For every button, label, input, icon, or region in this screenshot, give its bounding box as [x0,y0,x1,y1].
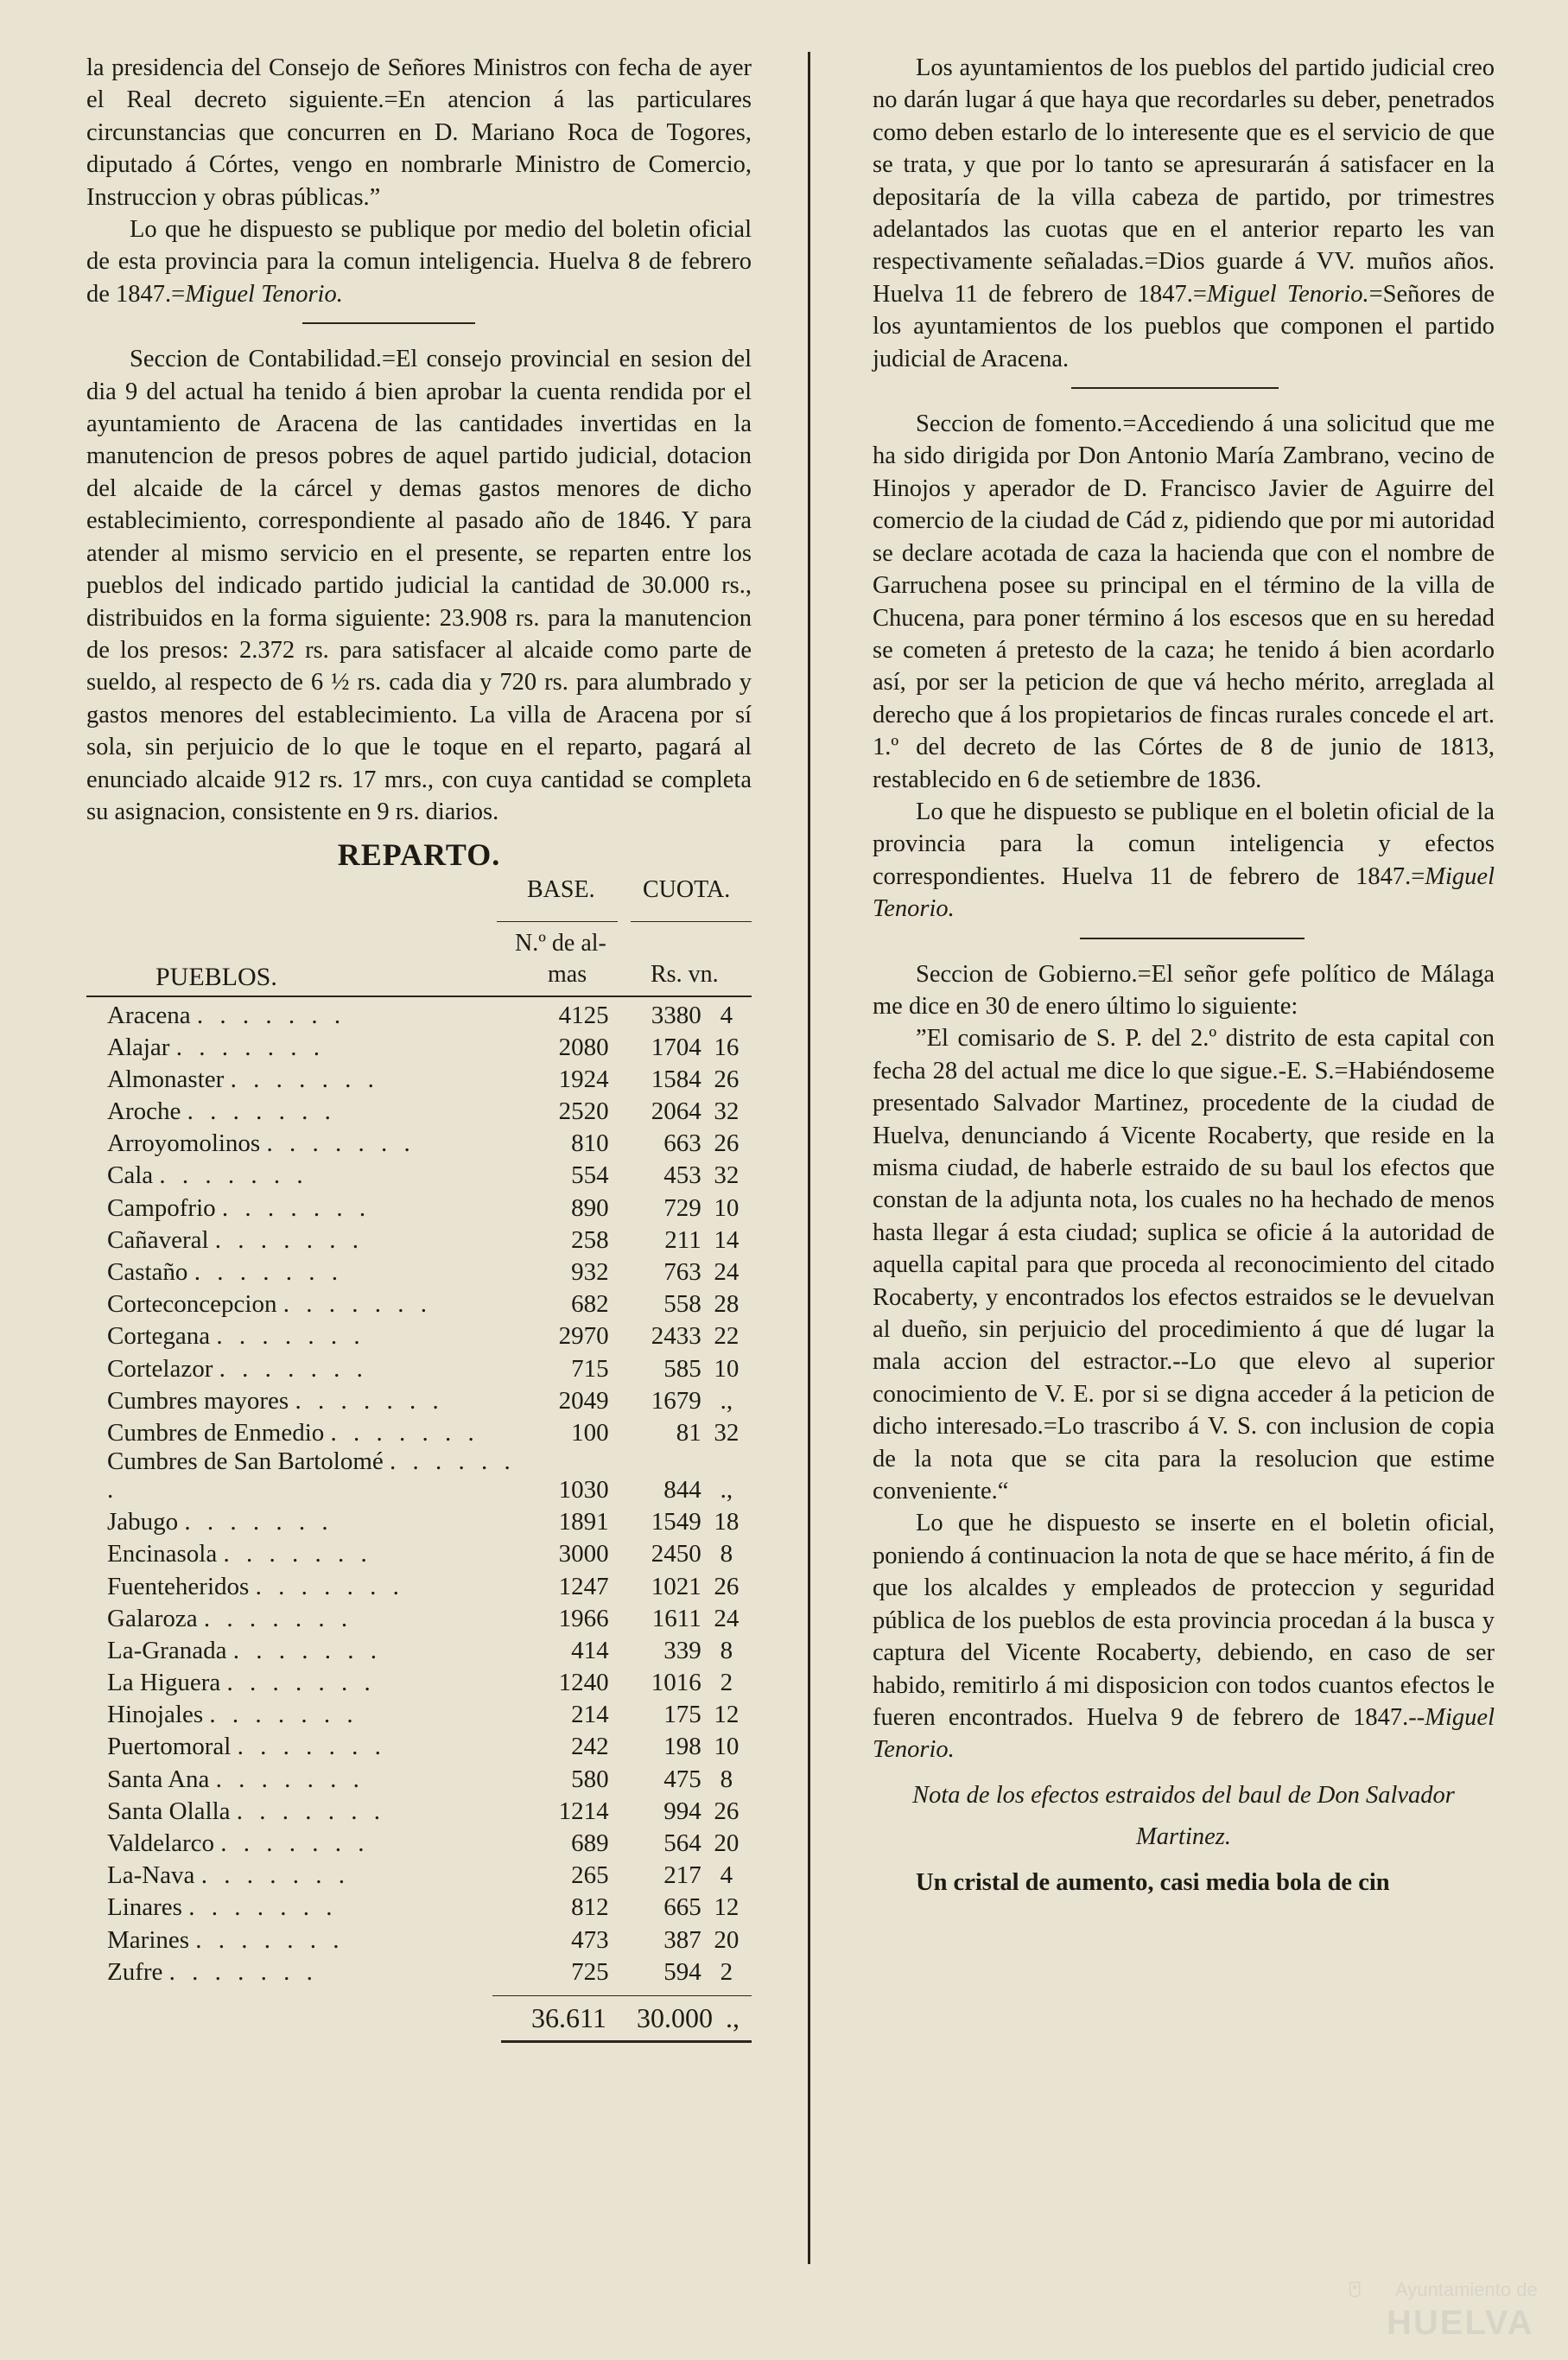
base-cell: 580 [571,1765,609,1793]
base-cell: 682 [571,1290,609,1319]
total-rs: 30.000 [637,2001,713,2033]
mrs-cell: 26 [714,1572,740,1600]
table-row [86,1415,752,1447]
fomento-publication-text: Lo que he dispuesto se publique en el boletin oficial de la provincia para la comun inteligencia y efectos correspondientes. Huelva 11 de febrero de 1847.= [873,798,1495,890]
separator [302,322,475,324]
table-row [86,1094,752,1126]
base-cell: 890 [571,1193,609,1222]
mrs-cell: 26 [714,1797,740,1825]
pueblo-name: Encinasola . . . . . . . [107,1540,372,1568]
table-row [86,1633,752,1665]
header-rule [86,996,752,997]
pueblo-name: Aroche . . . . . . . [107,1097,336,1126]
mrs-cell: 32 [714,1097,740,1126]
mrs-cell: 8 [720,1636,733,1664]
table-row [86,1729,752,1761]
rs-cell: 2433 [651,1322,701,1351]
column-rule [808,52,810,2264]
mrs-cell: 18 [714,1508,740,1536]
pueblo-name: Alajar . . . . . . . [107,1033,325,1061]
mrs-cell: 16 [714,1033,740,1061]
separator [1080,938,1305,939]
pueblo-name: Santa Ana . . . . . . . [107,1765,365,1793]
total-mrs: ., [726,2001,740,2033]
rs-cell: 1679 [651,1386,701,1415]
rs-cell: 665 [663,1893,701,1922]
paragraph-nota-start: Un cristal de aumento, casi media bola de cin [916,1868,1390,1896]
pueblo-name: Valdelarco . . . . . . . [107,1829,370,1858]
mrs-cell: 24 [714,1258,740,1287]
pueblo-name: Cala . . . . . . . [107,1161,308,1190]
mrs-cell: 10 [714,1193,740,1222]
rs-cell: 663 [663,1129,701,1158]
mrs-cell: 4 [720,1001,733,1029]
pueblo-name: Cañaveral . . . . . . . [107,1225,365,1254]
rs-cell: 175 [663,1701,701,1729]
signature: Miguel Tenorio. [1206,280,1369,308]
mrs-cell: 12 [714,1893,740,1922]
base-cell: 100 [571,1418,609,1447]
base-label: BASE. [527,876,595,904]
table-row [86,1536,752,1568]
rs-cell: 1021 [651,1572,701,1600]
pueblo-name: Cortelazor . . . . . . . [107,1354,368,1383]
paragraph-gobierno-publication [873,1507,1495,1765]
ayuntamientos-closing: =Señores de los ayuntamientos de los pueblos que componen el partido judicial de Aracena. [873,280,1495,372]
mrs-cell: 20 [714,1925,740,1954]
table-row [86,1858,752,1890]
mrs-cell: 8 [720,1540,733,1568]
rs-label: Rs. vn. [651,961,719,989]
pueblo-name: Galaroza . . . . . . . [107,1604,353,1632]
base-cell: 2520 [558,1097,609,1126]
cuota-label: CUOTA. [643,876,731,904]
base-cell: 932 [571,1258,609,1287]
rs-cell: 844 [663,1475,701,1504]
base-cell: 1891 [558,1508,609,1536]
mrs-cell: 32 [714,1418,740,1447]
mrs-cell: 10 [714,1354,740,1383]
rs-cell: 2064 [651,1097,701,1126]
base-cell: 812 [571,1893,609,1922]
mrs-cell: 4 [720,1861,733,1890]
rs-cell: 1584 [651,1065,701,1093]
table-row [86,1287,752,1319]
rs-cell: 475 [663,1765,701,1793]
mrs-cell: ., [720,1475,733,1504]
table-row [86,1826,752,1858]
rs-cell: 339 [663,1636,701,1664]
paragraph-contabilidad: Seccion de Contabilidad.=El consejo provincial en sesion del dia 9 del actual ha tenido á bien aprobar la cuenta rendida por el ayuntamiento de Aracena de las cantidades invertidas en la manutencion de presos pobres de aquel partido judicial, dotacion del alcaide de la cárcel y demas gastos menores de dicho establecimiento, correspondiente al pasado año de 1846. Y para atender al mismo servicio en el presente, se reparten entre los pueblos del indicado partido judicial la cantidad de 30.000 rs., distribuidos en la forma siguiente: 23.908 rs. para la manutencion de los presos: 2.372 rs. para satisfacer al alcaide como parte de sueldo, al respecto de 6 ½ rs. cada dia y 720 rs. para alumbrado y gastos menores del establecimiento. La villa de Aracena por sí sola, sin perjuicio de lo que le toque en el reparto, pagará al enunciado alcaide 912 rs. 17 mrs., con cuya cantidad se completa su asignacion, consistente en 9 rs. diarios. [86,346,752,825]
pueblo-name: Hinojales . . . . . . . [107,1701,359,1729]
rs-cell: 594 [663,1957,701,1986]
watermark-sub: Ayuntamiento de [1395,2279,1538,2300]
gobierno-publication-text: Lo que he dispuesto se inserte en el boletin oficial, poniendo á continuacion la nota de que se hace mérito, á fin de que los alcaldes y empleados de proteccion y seguridad pública de los pueblos de esta provincia procedan á la busca y captura del Vicente Rocaberty, debiendo, en caso de ser habido, remitirlo á mi disposicion con todos cuantos efectos le fueren encontrados. Huelva 9 de febrero de 1847.-- [873,1510,1495,1731]
pueblo-name: Marines . . . . . . . [107,1925,345,1954]
table-row [86,1126,752,1158]
base-cell: 258 [571,1225,609,1254]
left-column [86,52,752,2047]
base-cell: 715 [571,1354,609,1383]
table-row [86,1665,752,1697]
base-cell: 473 [571,1925,609,1954]
base-cell: 1214 [558,1797,609,1825]
paragraph-ayuntamientos [873,52,1495,375]
header-line [497,921,618,922]
rs-cell: 81 [676,1418,701,1447]
mrs-cell: 12 [714,1701,740,1729]
rs-cell: 211 [664,1225,701,1254]
base-cell: 4125 [558,1001,609,1029]
pueblo-name: Castaño . . . . . . . [107,1258,343,1287]
table-row [86,1190,752,1222]
mrs-cell: 8 [720,1765,733,1793]
table-row [86,1319,752,1351]
base-cell: 2049 [558,1386,609,1415]
table-row [86,1447,752,1504]
rs-cell: 1549 [651,1508,701,1536]
pueblo-name: La Higuera . . . . . . . [107,1669,376,1697]
separator [1071,387,1279,389]
mrs-cell: ., [720,1386,733,1415]
reparto-header [86,876,752,997]
base-cell: 242 [571,1733,609,1761]
rs-cell: 1611 [651,1604,701,1632]
total-double-line [501,2040,752,2043]
mrs-cell: 20 [714,1829,740,1858]
rs-cell: 994 [663,1797,701,1825]
table-row [86,1223,752,1255]
rs-cell: 387 [663,1925,701,1954]
reparto-total [86,1987,752,2047]
rs-cell: 1016 [651,1669,701,1697]
base-cell: 2970 [558,1322,609,1351]
base-cell: 725 [571,1957,609,1986]
pueblos-label: PUEBLOS. [156,963,277,992]
paragraph-gobierno: Seccion de Gobierno.=El señor gefe político de Málaga me dice en 30 de enero último lo siguiente: [873,960,1495,1020]
pueblo-name: Puertomoral . . . . . . . [107,1733,386,1761]
base-cell: 2080 [558,1033,609,1061]
base-cell: 1924 [558,1065,609,1093]
rs-cell: 2450 [651,1540,701,1568]
rs-cell: 763 [663,1258,701,1287]
table-row [86,1890,752,1922]
table-row [86,1794,752,1826]
base-cell: 214 [571,1701,609,1729]
rs-cell: 564 [663,1829,701,1858]
pueblo-name: Cumbres mayores . . . . . . . [107,1386,444,1415]
pueblo-name: Almonaster . . . . . . . [107,1065,379,1093]
base-cell: 1966 [558,1604,609,1632]
base-cell: 414 [571,1636,609,1664]
header-line [631,921,752,922]
pueblo-name: Fuenteheridos . . . . . . . [107,1572,404,1600]
signature: Miguel Tenorio. [873,862,1495,923]
rs-cell: 217 [663,1861,701,1890]
table-row [86,1351,752,1383]
table-row [86,1158,752,1190]
mrs-cell: 24 [714,1604,740,1632]
mrs-cell: 14 [714,1225,740,1254]
table-row [86,997,752,1029]
rs-cell: 729 [663,1193,701,1222]
pueblo-name: Aracena . . . . . . . [107,1001,346,1029]
table-row [86,1601,752,1633]
table-row [86,1030,752,1062]
base-cell: 554 [571,1161,609,1190]
watermark-name: HUELVA [1387,2304,1534,2342]
table-row [86,1761,752,1793]
mrs-cell: 2 [720,1957,733,1986]
mrs-cell: 26 [714,1065,740,1093]
mrs-cell: 22 [714,1322,740,1351]
right-column [873,52,1495,1899]
pueblo-name: Cumbres de Enmedio . . . . . . . [107,1418,479,1447]
pueblo-name: Campofrio . . . . . . . [107,1193,371,1222]
table-row [86,1955,752,1987]
pueblo-name: Corteconcepcion . . . . . . . [107,1290,432,1319]
table-row [86,1384,752,1415]
note-heading: Nota de los efectos estraidos del baul de Don Salvador Martinez. [912,1781,1455,1850]
rs-cell: 1704 [651,1033,701,1061]
almas-label: N.º de al- [515,930,606,957]
base-cell: 689 [571,1829,609,1858]
table-row [86,1568,752,1600]
base-cell: 1030 [558,1475,609,1504]
base-cell: 1240 [558,1669,609,1697]
ayuntamientos-text: Los ayuntamientos de los pueblos del partido judicial creo no darán lugar á que haya que recordarles su deber, penetrados como deben estarlo de lo interesente que es el servicio de que se trata, y que por lo tanto se apresurarán á satisfacer en la depositaría de la villa cabeza de partido, por trimestres adelantados las cuotas que en el anterior reparto les van respectivamente señaladas.=Dios guarde á VV. muños años. Huelva 11 de febrero de 1847.= [873,54,1495,308]
paragraph-publication [86,213,752,310]
base-cell: 810 [571,1129,609,1158]
rs-cell: 585 [663,1354,701,1383]
total-base: 36.611 [531,2001,606,2033]
paragraph-decree: la presidencia del Consejo de Señores Ministros con fecha de ayer el Real decreto siguiente.=En atencion á las particulares circunstancias que concurren en D. Mariano Roca de Togores, diputado á Córtes, vengo en nombrarle Ministro de Comercio, Instruccion y obras públicas.” [86,54,752,211]
pueblo-name: Santa Olalla . . . . . . . [107,1797,386,1825]
reparto-title: REPARTO. [337,837,501,873]
signature: Miguel Tenorio. [185,280,343,308]
mrs-cell: 10 [714,1733,740,1761]
signature: Miguel Tenorio. [873,1703,1495,1764]
pueblo-name: Zufre . . . . . . . [107,1957,318,1986]
rs-cell: 198 [663,1733,701,1761]
paragraph-fomento-publication [873,796,1495,926]
table-row [86,1255,752,1287]
table-row [86,1504,752,1536]
table-row [86,1922,752,1954]
rs-cell: 558 [663,1290,701,1319]
pueblo-name: Jabugo . . . . . . . [107,1508,333,1536]
table-row [86,1062,752,1094]
rs-cell: 453 [663,1161,701,1190]
base-cell: 3000 [558,1540,609,1568]
mrs-cell: 28 [714,1290,740,1319]
total-line [492,1995,752,1996]
publication-text: Lo que he dispuesto se publique por medio del boletin oficial de esta provincia para la comun inteligencia. Huelva 8 de febrero de 1847.= [86,216,752,308]
pueblo-name: La-Granada . . . . . . . [107,1636,382,1664]
reparto-table [86,997,752,1986]
pueblo-name: Cumbres de San Bartolomé . . . . . . . [107,1447,516,1504]
pueblo-name: Linares . . . . . . . [107,1893,338,1922]
paragraph-fomento: Seccion de fomento.=Accediendo á una solicitud que me ha sido dirigida por Don Antonio María Zambrano, vecino de Hinojos y aperador de D. Francisco Javier de Aguirre del comercio de la ciudad de Cád z, pidiendo que por mi autoridad se declare acotada de caza la hacienda que con el nombre de Garruchena posee su principal en el término de la villa de Chucena, para poner término á los escesos que en su heredad se cometen á pretesto de la caza; he tenido á bien acordarlo así, por ser la peticion de que vá hecho mérito, arreglada al derecho que á los propietarios de fincas rurales concede el art. 1.º del decreto de las Córtes de 8 de junio de 1813, restablecido en 6 de setiembre de 1836. [873,410,1495,793]
base-cell: 265 [571,1861,609,1890]
pueblo-name: Arroyomolinos . . . . . . . [107,1129,416,1158]
almas-label-cont: mas [548,961,587,989]
mrs-cell: 26 [714,1129,740,1158]
pueblo-name: La-Nava . . . . . . . [107,1861,350,1890]
rs-cell: 3380 [651,1001,701,1029]
mrs-cell: 2 [720,1669,733,1697]
mrs-cell: 32 [714,1161,740,1190]
paragraph-comisario: ”El comisario de S. P. del 2.º distrito de esta capital con fecha 28 del actual me dice lo que sigue.-E. S.=Habiéndoseme presentado Salvador Martinez, procedente de la ciudad de Huelva, denunciando á Vicente Rocaberty, que reside en la misma ciudad, de haberle estraido de su baul los efectos que constan de la adjunta nota, los cuales no ha hechado de menos hasta llegar á esta ciudad; suplica se oficie á la autoridad de aquella capital para que proceda al reconocimiento del citado Rocaberty, y encontrados los efectos estraidos se le devuelvan al dueño, sin perjuicio del procedimiento á que dé lugar la mala accion del estractor.--Lo que elevo al superior conocimiento de V. E. por si se digna acceder á la peticion de dicho interesado.=Lo trascribo á V. S. con inclusion de copia de la nota que se cita para la resolucion que estime conveniente.“ [873,1025,1495,1505]
pueblo-name: Cortegana . . . . . . . [107,1322,365,1351]
table-row [86,1697,752,1729]
base-cell: 1247 [558,1572,609,1600]
